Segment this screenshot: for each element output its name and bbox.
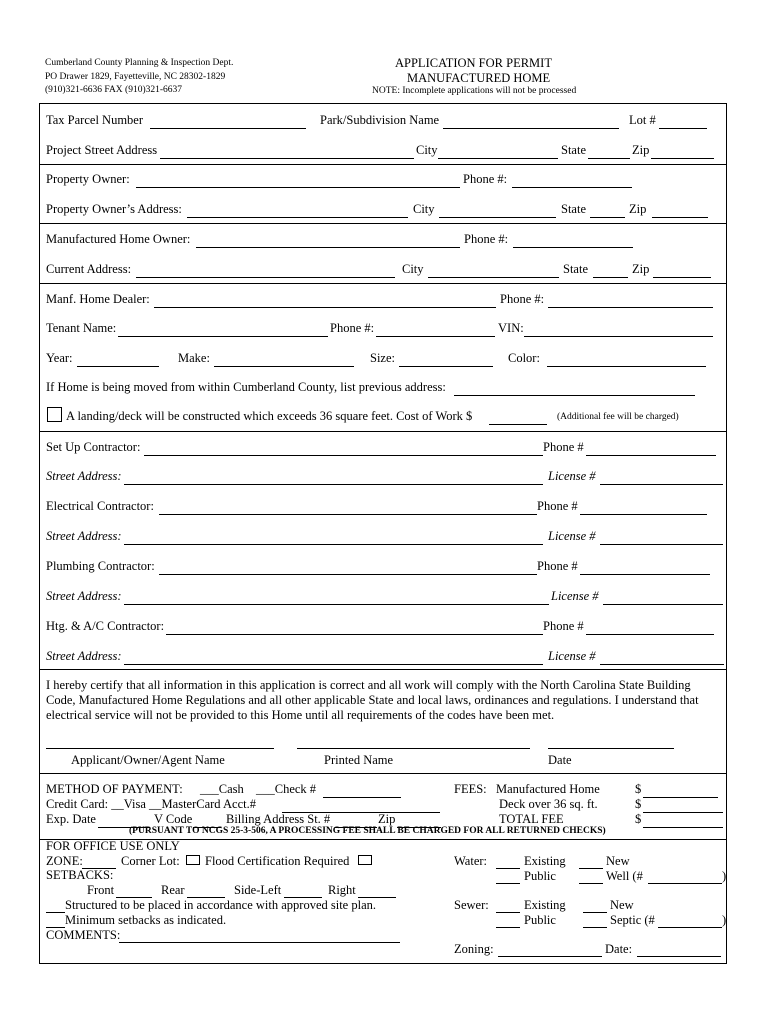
vin-field[interactable]	[524, 336, 713, 337]
tenant-phone-field[interactable]	[376, 336, 495, 337]
color-label: Color:	[508, 351, 540, 365]
minimum-label: Minimum setbacks as indicated.	[65, 913, 227, 927]
project-zip-label: Zip	[632, 143, 650, 157]
hvac-contractor-field[interactable]	[166, 634, 543, 635]
contractors-section	[39, 431, 727, 670]
project-city-label: City	[416, 143, 438, 157]
home-owner-section	[39, 223, 727, 284]
moved-label: If Home is being moved from within Cumberland County, list previous address:	[46, 380, 446, 394]
water-well-close: )	[722, 869, 727, 883]
project-zip-field[interactable]	[651, 158, 714, 159]
water-well-check-field[interactable]	[579, 883, 603, 884]
make-label: Make:	[178, 351, 210, 365]
plumbing-street-field[interactable]	[124, 604, 549, 605]
fee-mh-label: Manufactured Home	[496, 782, 600, 796]
project-street-label: Project Street Address	[46, 143, 158, 157]
setup-contractor-field[interactable]	[144, 455, 543, 456]
tenant-phone-label: Phone #:	[330, 321, 375, 335]
pursuant-note: (PURSUANT TO NCGS 25-3-506, A PROCESSING FEE SHALL BE CHARGED FOR ALL RETURNED CHECKS)	[129, 826, 606, 836]
printed-name-label: Printed Name	[324, 753, 394, 767]
lot-field[interactable]	[659, 128, 707, 129]
applicant-name-label: Applicant/Owner/Agent Name	[71, 753, 225, 767]
sewer-public-field[interactable]	[496, 927, 520, 928]
sewer-existing-label: Existing	[524, 898, 566, 912]
sewer-new-field[interactable]	[583, 912, 607, 913]
exp-date-label: Exp. Date	[46, 812, 96, 826]
certification-section	[39, 669, 727, 774]
sewer-label: Sewer:	[454, 898, 489, 912]
sewer-septic-check-field[interactable]	[583, 927, 607, 928]
credit-card-label: Credit Card: __Visa __MasterCard Acct.#	[46, 797, 256, 811]
fee-total-dollar: $	[635, 812, 642, 826]
plumbing-phone-field[interactable]	[580, 574, 710, 575]
park-label: Park/Subdivision Name	[320, 113, 440, 127]
current-address-label: Current Address:	[46, 262, 132, 276]
water-well-number-field[interactable]	[648, 883, 722, 884]
dept-name: Cumberland County Planning & Inspection Dept.	[45, 58, 234, 68]
flood-checkbox[interactable]	[358, 855, 372, 865]
tax-parcel-label: Tax Parcel Number	[46, 113, 144, 127]
project-state-label: State	[561, 143, 586, 157]
fee-deck-dollar: $	[635, 797, 642, 811]
fee-total-label: TOTAL FEE	[499, 812, 564, 826]
cash-option[interactable]: ___Cash	[200, 782, 244, 796]
owner-phone-field[interactable]	[512, 187, 632, 188]
fee-total-field[interactable]	[643, 827, 723, 828]
setup-street-field[interactable]	[124, 484, 543, 485]
zoning-date-field[interactable]	[637, 956, 721, 957]
tenant-field[interactable]	[118, 336, 328, 337]
dept-phone: (910)321-6636 FAX (910)321-6637	[45, 85, 183, 95]
setup-phone-field[interactable]	[586, 455, 716, 456]
electrical-phone-label: Phone #	[537, 499, 578, 513]
comments-label: COMMENTS:	[46, 928, 121, 942]
current-city-label: City	[402, 262, 424, 276]
property-owner-label: Property Owner:	[46, 172, 130, 186]
hvac-street-field[interactable]	[124, 664, 543, 665]
water-label: Water:	[454, 854, 488, 868]
fee-deck-label: Deck over 36 sq. ft.	[499, 797, 598, 811]
form-note: NOTE: Incomplete applications will not be processed	[372, 86, 577, 96]
year-label: Year:	[46, 351, 73, 365]
current-city-field[interactable]	[428, 277, 559, 278]
project-street-field[interactable]	[160, 158, 414, 159]
color-field[interactable]	[547, 366, 706, 367]
office-use-section	[39, 839, 727, 964]
billing-zip-label: Zip	[378, 812, 396, 826]
current-zip-label: Zip	[632, 262, 650, 276]
current-address-field[interactable]	[136, 277, 395, 278]
plumbing-phone-label: Phone #	[537, 559, 578, 573]
setup-street-label: Street Address:	[46, 469, 122, 483]
hvac-phone-label: Phone #	[543, 619, 584, 633]
owner-section	[39, 163, 727, 224]
current-zip-field[interactable]	[653, 277, 711, 278]
plumbing-contractor-label: Plumbing Contractor:	[46, 559, 155, 573]
owner-phone-label: Phone #:	[463, 172, 508, 186]
sewer-new-label: New	[610, 898, 634, 912]
form-title: APPLICATION FOR PERMIT	[395, 56, 552, 70]
owner-state-field[interactable]	[590, 217, 625, 218]
year-field[interactable]	[77, 366, 159, 367]
setup-license-label: License #	[548, 469, 596, 483]
moved-address-field[interactable]	[454, 395, 695, 396]
water-new-field[interactable]	[579, 868, 603, 869]
hvac-license-field[interactable]	[600, 664, 724, 665]
right-label: Right	[328, 883, 356, 897]
size-label: Size:	[370, 351, 395, 365]
dealer-label: Manf. Home Dealer:	[46, 292, 150, 306]
sewer-existing-field[interactable]	[496, 912, 520, 913]
cert-line-3: electrical service will not be provided to this Home until all requirements of the codes have been met.	[46, 708, 555, 722]
vin-label: VIN:	[498, 321, 524, 335]
flood-label: Flood Certification Required	[205, 854, 350, 868]
electrical-contractor-label: Electrical Contractor:	[46, 499, 154, 513]
form-subtitle: MANUFACTURED HOME	[407, 71, 551, 85]
check-option[interactable]: ___Check #	[256, 782, 317, 796]
deck-checkbox[interactable]	[47, 407, 62, 422]
office-use-title: FOR OFFICE USE ONLY	[46, 839, 180, 853]
owner-zip-field[interactable]	[652, 217, 708, 218]
owner-zip-label: Zip	[629, 202, 647, 216]
structured-label: Structured to be placed in accordance with approved site plan.	[65, 898, 376, 912]
dealer-phone-label: Phone #:	[500, 292, 545, 306]
comments-field[interactable]	[119, 942, 400, 943]
owner-city-field[interactable]	[439, 217, 556, 218]
payment-section	[39, 773, 727, 840]
owner-address-label: Property Owner’s Address:	[46, 202, 182, 216]
plumbing-contractor-field[interactable]	[159, 574, 537, 575]
hvac-street-label: Street Address:	[46, 649, 122, 663]
payment-method-label: METHOD OF PAYMENT:	[46, 782, 183, 796]
hvac-contractor-label: Htg. & A/C Contractor:	[46, 619, 165, 633]
vcode-label: V Code	[154, 812, 193, 826]
applicant-signature-field[interactable]	[46, 748, 274, 749]
cert-date-field[interactable]	[548, 748, 674, 749]
plumbing-street-label: Street Address:	[46, 589, 122, 603]
hvac-phone-field[interactable]	[586, 634, 714, 635]
mh-owner-label: Manufactured Home Owner:	[46, 232, 191, 246]
home-details-section	[39, 283, 727, 432]
sewer-septic-label: Septic (#	[610, 913, 655, 927]
sewer-septic-number-field[interactable]	[658, 927, 722, 928]
plumbing-license-label: License #	[551, 589, 599, 603]
water-public-field[interactable]	[496, 883, 520, 884]
current-state-field[interactable]	[593, 277, 628, 278]
water-existing-label: Existing	[524, 854, 566, 868]
lot-label: Lot #	[629, 113, 656, 127]
side-left-label: Side-Left	[234, 883, 282, 897]
fees-label: FEES:	[454, 782, 487, 796]
make-field[interactable]	[214, 366, 354, 367]
setup-license-field[interactable]	[600, 484, 723, 485]
water-new-label: New	[606, 854, 630, 868]
hvac-license-label: License #	[548, 649, 596, 663]
printed-name-field[interactable]	[297, 748, 530, 749]
park-field[interactable]	[443, 128, 619, 129]
sewer-public-label: Public	[524, 913, 556, 927]
electrical-phone-field[interactable]	[580, 514, 707, 515]
current-state-label: State	[563, 262, 588, 276]
electrical-license-label: License #	[548, 529, 596, 543]
corner-lot-checkbox[interactable]	[186, 855, 200, 865]
cert-line-2: Code, Manufactured Home Regulations and all other applicable State and local laws, ordinances and regulations. I understand that	[46, 693, 699, 707]
mh-owner-phone-field[interactable]	[513, 247, 633, 248]
deck-note: (Additional fee will be charged)	[557, 412, 679, 422]
water-existing-field[interactable]	[496, 868, 520, 869]
property-owner-field[interactable]	[136, 187, 460, 188]
front-label: Front	[87, 883, 115, 897]
size-field[interactable]	[399, 366, 493, 367]
owner-address-field[interactable]	[187, 217, 408, 218]
electrical-street-field[interactable]	[124, 544, 543, 545]
check-number-field[interactable]	[323, 797, 401, 798]
owner-state-label: State	[561, 202, 586, 216]
sewer-septic-close: )	[722, 913, 727, 927]
zoning-date-label: Date:	[605, 942, 633, 956]
project-city-field[interactable]	[438, 158, 558, 159]
fee-mh-dollar: $	[635, 782, 642, 796]
dealer-phone-field[interactable]	[548, 307, 713, 308]
cert-date-label: Date	[548, 753, 572, 767]
electrical-contractor-field[interactable]	[159, 514, 537, 515]
tax-parcel-field[interactable]	[150, 128, 306, 129]
fee-deck-field[interactable]	[643, 812, 723, 813]
rear-label: Rear	[161, 883, 185, 897]
project-state-field[interactable]	[588, 158, 630, 159]
billing-label: Billing Address St. #	[226, 812, 331, 826]
corner-lot-label: Corner Lot:	[121, 854, 180, 868]
electrical-license-field[interactable]	[600, 544, 723, 545]
deck-label: A landing/deck will be constructed which exceeds 36 square feet. Cost of Work $	[66, 409, 473, 423]
zoning-label: Zoning:	[454, 942, 494, 956]
cert-line-1: I hereby certify that all information in this application is correct and all work will comply with the North Carolina State Building	[46, 678, 691, 692]
owner-city-label: City	[413, 202, 435, 216]
mh-owner-phone-label: Phone #:	[464, 232, 509, 246]
zoning-field[interactable]	[498, 956, 602, 957]
tenant-label: Tenant Name:	[46, 321, 117, 335]
setbacks-label: SETBACKS:	[46, 868, 114, 882]
mh-owner-field[interactable]	[196, 247, 460, 248]
dealer-field[interactable]	[154, 307, 496, 308]
fee-mh-field[interactable]	[643, 797, 718, 798]
plumbing-license-field[interactable]	[603, 604, 723, 605]
parcel-section	[39, 103, 727, 165]
water-well-label: Well (#	[606, 869, 643, 883]
electrical-street-label: Street Address:	[46, 529, 122, 543]
zone-label: ZONE:	[46, 854, 83, 868]
structured-check-field[interactable]	[46, 912, 65, 913]
deck-cost-field[interactable]	[489, 424, 547, 425]
setup-contractor-label: Set Up Contractor:	[46, 440, 141, 454]
dept-address: PO Drawer 1829, Fayetteville, NC 28302-1829	[45, 72, 226, 82]
setup-phone-label: Phone #	[543, 440, 584, 454]
water-public-label: Public	[524, 869, 556, 883]
